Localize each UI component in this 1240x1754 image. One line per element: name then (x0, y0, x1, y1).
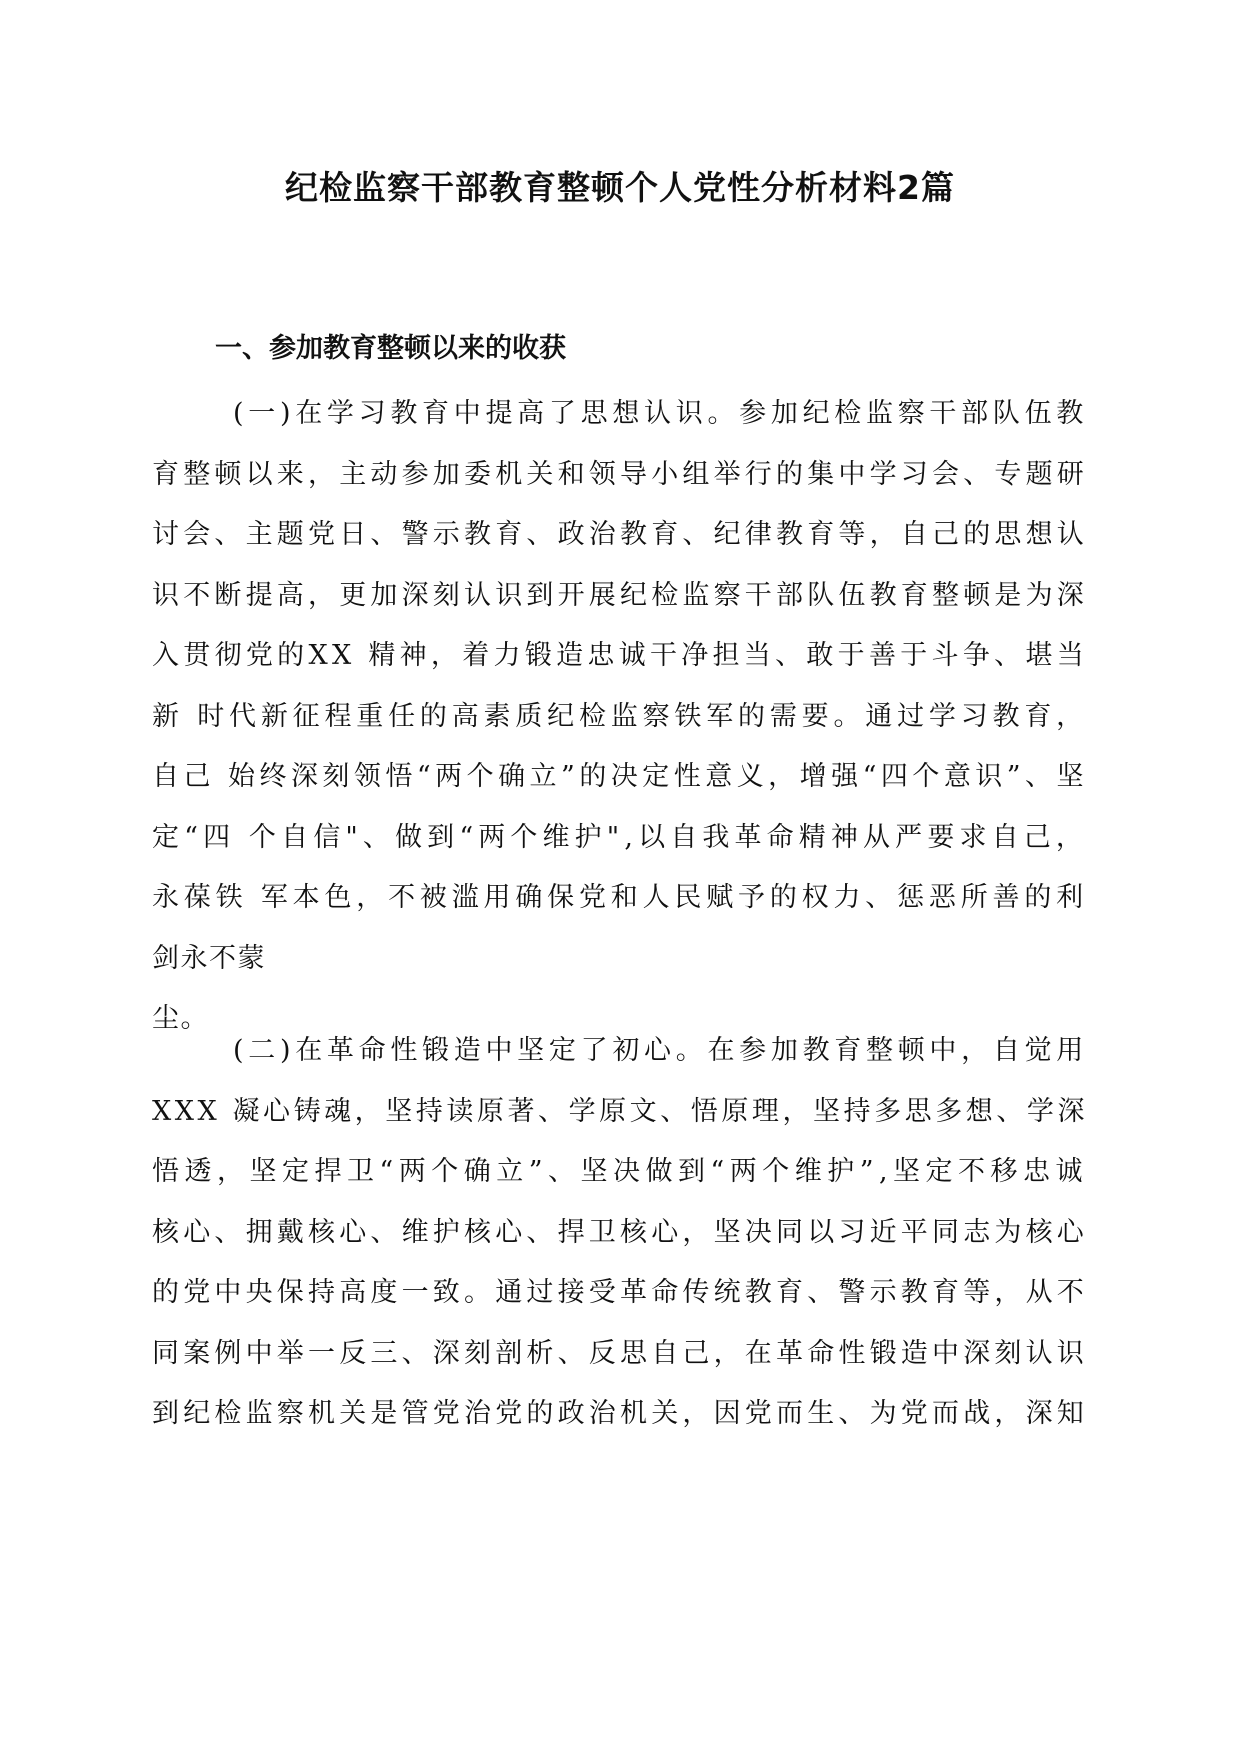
body-line: 新 时代新征程重任的高素质纪检监察铁军的需要。通过学习教育， (152, 700, 1088, 732)
body-line: 同案例中举一反三、深刻剖析、反思自己，在革命性锻造中深刻认识 (152, 1337, 1088, 1369)
body-line: 识不断提高，更加深刻认识到开展纪检监察干部队伍教育整顿是为深 (152, 579, 1088, 611)
body-line: 的党中央保持高度一致。通过接受革命传统教育、警示教育等，从不 (152, 1277, 1088, 1308)
body-line: 入贯彻党的XX 精神，着力锻造忠诚干净担当、敢于善于斗争、堪当 (152, 640, 1088, 671)
body-line: 剑永不蒙 (152, 942, 266, 974)
section-heading: 一、参加教育整顿以来的收获 (215, 333, 566, 364)
body-line: 悟透，坚定捍卫“两个确立”、坚决做到“两个维护”,坚定不移忠诚 (152, 1156, 1088, 1187)
body-line: 育整顿以来，主动参加委机关和领导小组举行的集中学习会、专题研 (152, 458, 1088, 490)
body-line: 尘。 (152, 1003, 209, 1034)
body-line: (二)在革命性锻造中坚定了初心。在参加教育整顿中，自觉用 (233, 1035, 1088, 1066)
body-line: 讨会、主题党日、警示教育、政治教育、纪律教育等，自己的思想认 (152, 519, 1088, 550)
body-line: 自己 始终深刻领悟“两个确立”的决定性意义，增强“四个意识”、坚 (152, 761, 1088, 792)
body-line: XXX 凝心铸魂，坚持读原著、学原文、悟原理，坚持多思多想、学深 (152, 1095, 1088, 1127)
body-line: (一)在学习教育中提高了思想认识。参加纪检监察干部队伍教 (233, 398, 1088, 429)
body-line: 核心、拥戴核心、维护核心、捍卫核心，坚决同以习近平同志为核心 (152, 1216, 1088, 1248)
body-line: 永葆铁 军本色，不被滥用确保党和人民赋予的权力、惩恶所善的利 (152, 882, 1088, 913)
body-line: 定“四 个自信"、做到“两个维护",以自我革命精神从严要求自己， (152, 821, 1088, 853)
document-title: 纪检监察干部教育整顿个人党性分析材料2篇 (285, 168, 955, 207)
body-line: 到纪检监察机关是管党治党的政治机关，因党而生、为党而战，深知 (152, 1398, 1088, 1429)
